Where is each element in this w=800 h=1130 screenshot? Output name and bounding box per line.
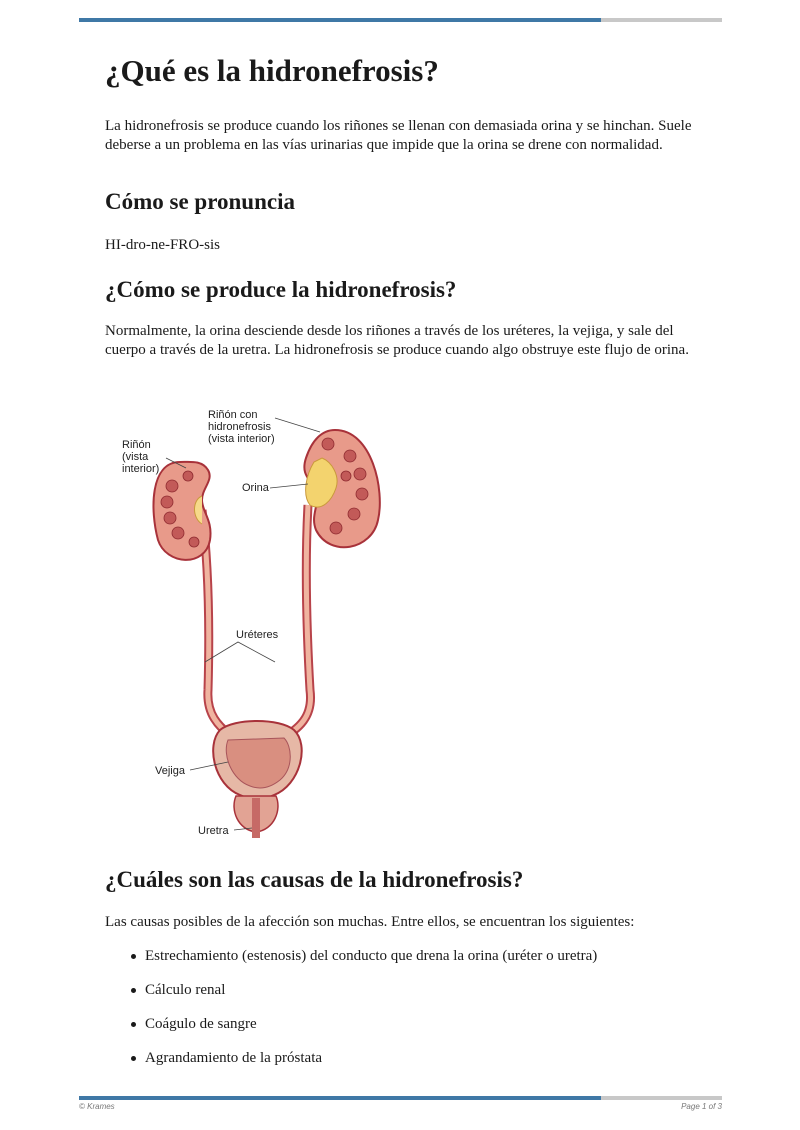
list-item — [105, 981, 705, 1015]
label-ureters: Uréteres — [236, 629, 279, 641]
bullet-icon — [131, 954, 136, 959]
urethra — [252, 798, 260, 838]
causes-list — [105, 947, 705, 1083]
bullet-icon — [131, 1022, 136, 1027]
causes-intro: Las causas posibles de la afección son muchas. Entre ellos, se encuentran los siguientes: — [105, 914, 635, 930]
label-kidney-1: Riñón — [122, 439, 151, 451]
intro-paragraph: La hidronefrosis se produce cuando los riñones se llenan con demasiada orina y se hinchan. Suele deberse a un problema en las vías urinarias que impide que la orina se drene con normalidad. — [105, 118, 692, 153]
list-item — [105, 947, 705, 981]
urinary-tract-illustration — [110, 400, 390, 845]
bottom-progress-bar — [79, 1096, 722, 1100]
label-kidney-2: (vista — [122, 451, 149, 463]
bottom-progress-fill — [79, 1096, 601, 1100]
top-progress-bar — [79, 18, 722, 22]
label-urine: Orina — [242, 482, 269, 494]
causes-heading: ¿Cuáles son las causas de la hidronefrosis? — [105, 867, 524, 892]
list-item — [105, 1015, 705, 1049]
label-kidney-3: interior) — [122, 463, 160, 475]
cause-text: Cálculo renal — [145, 982, 226, 998]
how-heading: ¿Cómo se produce la hidronefrosis? — [105, 277, 457, 302]
bullet-icon — [131, 1056, 136, 1061]
top-progress-fill — [79, 18, 601, 22]
pronunciation-heading: Cómo se pronuncia — [105, 189, 295, 214]
label-bladder: Vejiga — [155, 765, 185, 777]
how-paragraph: Normalmente, la orina desciende desde los riñones a través de los uréteres, la vejiga, y sale del cuerpo a través de la uretra. La hidronefrosis se produce cuando algo obstruye este flujo de orina. — [105, 323, 689, 358]
cause-text: Coágulo de sangre — [145, 1016, 257, 1032]
pronunciation-text: HI-dro-ne-FRO-sis — [105, 237, 220, 253]
footer-copyright: © Krames — [79, 1102, 115, 1111]
label-hydro-1: Riñón con — [208, 409, 258, 421]
label-hydro-2: hidronefrosis — [208, 421, 271, 433]
cause-text: Agrandamiento de la próstata — [145, 1050, 323, 1066]
list-item — [105, 1049, 705, 1083]
label-urethra: Uretra — [198, 825, 229, 837]
cause-text: Estrechamiento (estenosis) del conducto que drena la orina (uréter o uretra) — [145, 948, 598, 964]
label-hydro-3: (vista interior) — [208, 433, 275, 445]
bullet-icon — [131, 988, 136, 993]
page-title: ¿Qué es la hidronefrosis? — [105, 53, 439, 88]
footer-page-number: Page 1 of 3 — [681, 1102, 722, 1111]
